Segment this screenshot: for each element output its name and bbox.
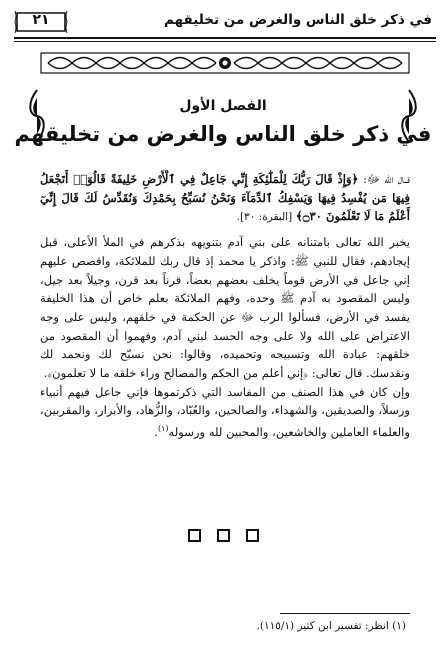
body-text: [40, 170, 410, 442]
footnote-rule: [280, 613, 410, 614]
section-divider: [0, 527, 446, 546]
paragraph-quran-verse: [40, 170, 410, 227]
section-label: الفصل الأول: [179, 98, 267, 114]
verse-lead: قــال الله ﷻ:: [363, 172, 410, 186]
decorative-ornament-band-icon: [40, 50, 410, 76]
header-rule-thin: [14, 41, 436, 42]
header-rule: [14, 37, 436, 39]
quran-verse: ﴿وَإِذْ قَالَ رَبُّكَ لِلْمَلَٰٓئِكَةِ إِنِّي جَاعِلٌ فِي ٱلْأَرْضِ خَلِيفَةً قَالُوٓا۟ أَتَجْعَلُ فِيهَا مَن يُفْسِدُ فِيهَا وَيَسْفِكُ ٱلدِّمَآءَ وَنَحْنُ نُسَبِّحُ بِحَمْدِكَ وَنُقَدِّسُ لَكَ قَالَ إِنِّيٓ أَعْلَمُ مَا لَا تَعْلَمُونَ ۝٣٠﴾: [40, 172, 410, 224]
divider-square-icon: [217, 529, 230, 542]
paragraph-explanation: يخبر الله تعالى بامتنانه على بني آدم بتنويهه بذكرهم في الملأ الأعلى، قبل إيجادهم، فقال للنبي ﷺ: واذكر يا محمد إذ قال ربك للملائكة، واقصص عليهم إني جاعل في الأرض قوماً يخلف بعضهم بعضاً، قرناً بعد قرن، وجيلاً بعد جيل، وليس المقصود به آدم ﷺ وحده، وفهم الملائكة بعلم خاص أن هذا الخليفة يفسد في الأرض، فسألوا الرب ﷻ عن الحكمة في خلقهم، وليس على وجه الاعتراض على الله ولا على وجه الحسد لبني آدم، وفهموا أن المقصود من خلقهم: عبادة الله وتسبيحه وتحميده، وقالوا: نحن نسبّح لك ونحمد لك ونقدسك. قال تعالى: ﴿إني أعلم من الحكم والمصالح وراء خلقه ما لا تعلمون﴾.: [40, 235, 410, 381]
running-header: [14, 10, 436, 36]
chapter-title: في ذكر خلق الناس والغرض من تخليقهم: [14, 122, 432, 146]
running-title: في ذكر خلق الناس والغرض من تخليقهم: [164, 12, 432, 28]
paragraph-continuation: وإن كان في هذا الصنف من المفاسد التي ذكرتموها فإني جاعل فيهم أنبياء ورسلاً، والصديقين، والشهداء، والصالحين، والعُبّاد، والزُّهاد، والأبرار، والمقربين، والعلماء العاملين والخاشعين، والمحبين لله ورسوله$^{(١)}$.: [40, 384, 410, 439]
continuation-text: وإن كان في هذا الصنف من المفاسد التي ذكرتموها فإني جاعل فيهم أنبياء ورسلاً، والصديقين، والشهداء، والصالحين، والعُبّاد، والزُّهاد، والأبرار، والمقربين، والعلماء العاملين والخاشعين، والمحبين لله ورسوله: [40, 384, 410, 439]
divider-square-icon: [188, 529, 201, 542]
page-number: ٢١: [32, 12, 50, 28]
footnote: (١) انظر: تفسير ابن كثير (١١٥/١).: [256, 620, 406, 632]
divider-square-icon: [246, 529, 259, 542]
page-number-badge: [14, 10, 68, 34]
footnote-marker: (١): [157, 424, 169, 434]
verse-reference: [البقرة: ٣٠].: [236, 211, 293, 224]
